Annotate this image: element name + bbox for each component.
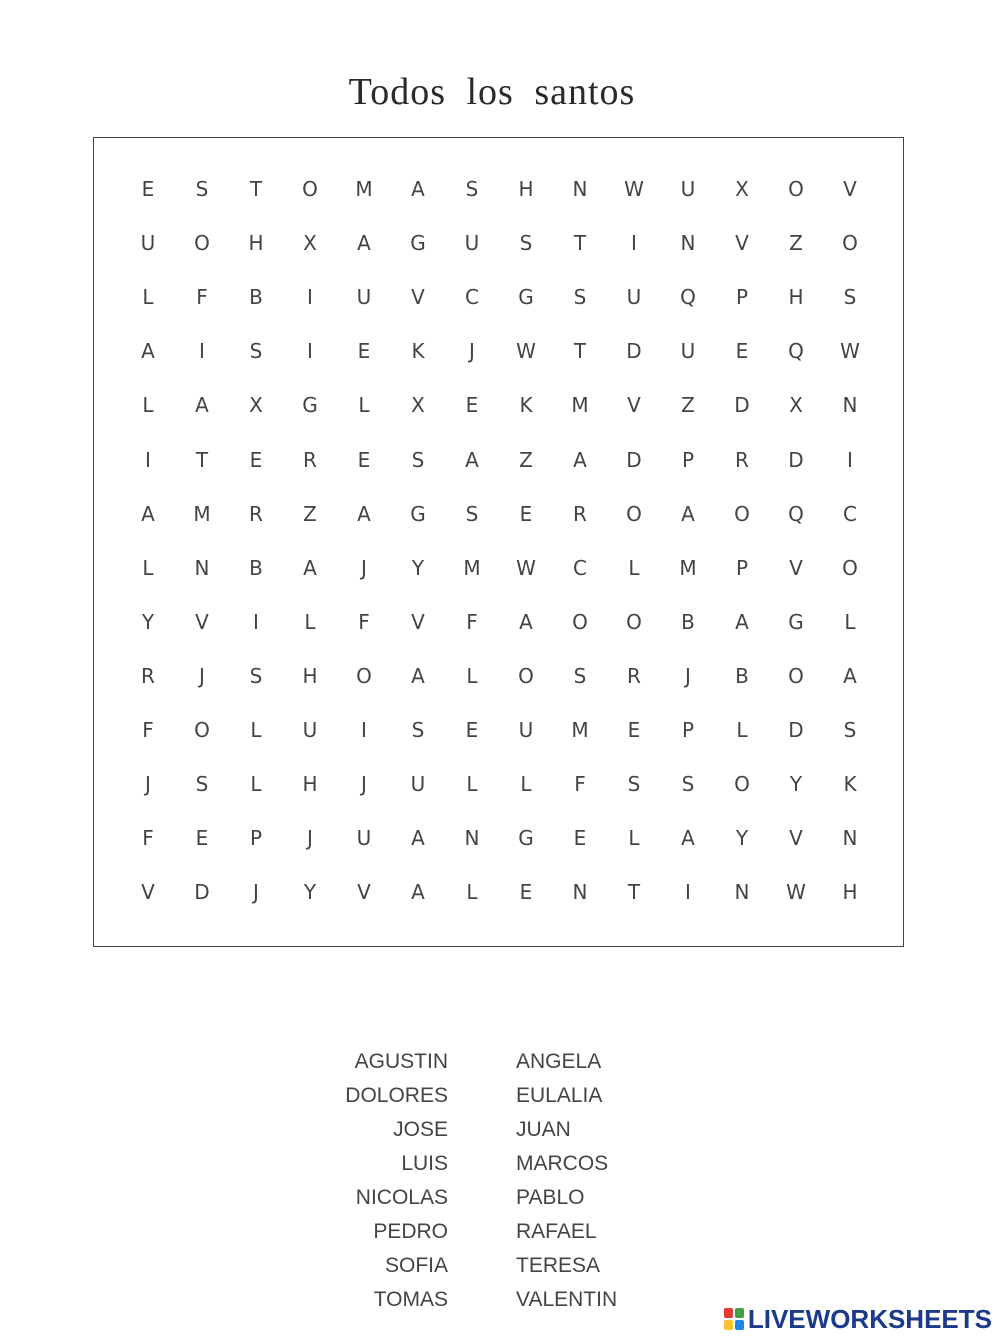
grid-letter[interactable]: Y <box>789 772 803 797</box>
grid-letter[interactable]: I <box>145 447 151 472</box>
grid-letter[interactable]: A <box>357 231 371 256</box>
grid-letter[interactable]: A <box>141 501 155 526</box>
grid-letter[interactable]: P <box>735 285 749 310</box>
grid-letter[interactable]: S <box>843 717 857 742</box>
grid-letter[interactable]: S <box>465 177 479 202</box>
grid-letter[interactable]: D <box>626 339 642 364</box>
grid-letter[interactable]: X <box>735 177 749 202</box>
grid-letter[interactable]: Q <box>788 339 804 364</box>
grid-letter[interactable]: X <box>411 393 425 418</box>
grid-letter[interactable]: A <box>141 339 155 364</box>
grid-letter[interactable]: U <box>680 177 696 202</box>
grid-letter[interactable]: E <box>465 393 479 418</box>
grid-letter[interactable]: W <box>786 880 806 905</box>
grid-letter[interactable]: F <box>142 717 154 742</box>
grid-letter[interactable]: E <box>627 717 641 742</box>
grid-letter[interactable]: T <box>573 231 587 256</box>
grid-letter[interactable]: Z <box>519 447 533 472</box>
word-list-item: LUIS <box>401 1152 448 1175</box>
grid-letter[interactable]: O <box>626 609 642 634</box>
grid-letter[interactable]: O <box>788 663 804 688</box>
grid-letter[interactable]: G <box>302 393 318 418</box>
grid-letter[interactable]: O <box>518 663 534 688</box>
grid-letter[interactable]: U <box>518 717 534 742</box>
grid-letter[interactable]: L <box>628 826 640 851</box>
grid-letter[interactable]: O <box>842 555 858 580</box>
grid-letter[interactable]: Z <box>681 393 695 418</box>
grid-letter[interactable]: E <box>735 339 749 364</box>
grid-letter[interactable]: J <box>307 826 313 851</box>
grid-letter[interactable]: W <box>516 339 536 364</box>
word-list-right <box>516 1045 716 1317</box>
grid-letter[interactable]: B <box>249 285 263 310</box>
grid-letter[interactable]: A <box>411 177 425 202</box>
grid-letter[interactable]: S <box>573 285 587 310</box>
grid-letter[interactable]: E <box>519 501 533 526</box>
grid-letter[interactable]: N <box>842 826 858 851</box>
grid-letter[interactable]: V <box>411 609 425 634</box>
grid-letter[interactable]: L <box>466 880 478 905</box>
grid-letter[interactable]: E <box>357 447 371 472</box>
grid-letter[interactable]: S <box>519 231 533 256</box>
grid-letter[interactable]: E <box>465 717 479 742</box>
logo-mark-icon <box>723 1307 745 1331</box>
grid-letter[interactable]: M <box>571 717 589 742</box>
word-list-item: JUAN <box>516 1118 571 1141</box>
grid-letter[interactable]: O <box>734 772 750 797</box>
liveworksheets-logo[interactable] <box>723 1302 992 1336</box>
grid-letter[interactable]: A <box>303 555 317 580</box>
grid-letter[interactable]: L <box>466 663 478 688</box>
grid-letter[interactable]: U <box>140 231 156 256</box>
grid-letter[interactable]: V <box>411 285 425 310</box>
grid-letter[interactable]: O <box>302 177 318 202</box>
grid-letter[interactable]: R <box>303 447 317 472</box>
grid-letter[interactable]: P <box>735 555 749 580</box>
grid-letter[interactable]: H <box>518 177 534 202</box>
grid-letter[interactable]: S <box>843 285 857 310</box>
grid-letter[interactable]: O <box>626 501 642 526</box>
grid-letter[interactable]: L <box>250 772 262 797</box>
grid-letter[interactable]: N <box>572 880 588 905</box>
grid-letter[interactable]: R <box>249 501 263 526</box>
word-list-item: AGUSTIN <box>354 1050 448 1073</box>
grid-letter[interactable]: E <box>249 447 263 472</box>
word-list-item: VALENTIN <box>516 1288 618 1311</box>
grid-letter[interactable]: S <box>249 663 263 688</box>
grid-letter[interactable]: V <box>789 555 803 580</box>
logo-square <box>735 1320 744 1330</box>
word-list-item: PABLO <box>516 1186 585 1209</box>
grid-letter[interactable]: V <box>357 880 371 905</box>
grid-letter[interactable]: L <box>250 717 262 742</box>
grid-letter[interactable]: O <box>842 231 858 256</box>
grid-letter[interactable]: L <box>142 555 154 580</box>
grid-letter[interactable]: N <box>464 826 480 851</box>
grid-letter[interactable]: N <box>194 555 210 580</box>
grid-letter[interactable]: A <box>681 826 695 851</box>
grid-letter[interactable]: A <box>411 663 425 688</box>
grid-letter[interactable]: L <box>142 285 154 310</box>
grid-letter[interactable]: A <box>465 447 479 472</box>
grid-letter[interactable]: D <box>194 880 210 905</box>
grid-letter[interactable]: P <box>681 447 695 472</box>
grid-letter[interactable]: E <box>573 826 587 851</box>
grid-letter[interactable]: R <box>735 447 749 472</box>
grid-letter[interactable]: S <box>681 772 695 797</box>
grid-letter[interactable]: R <box>627 663 641 688</box>
grid-letter[interactable]: W <box>624 177 644 202</box>
grid-letter[interactable]: M <box>571 393 589 418</box>
grid-letter[interactable]: L <box>358 393 370 418</box>
grid-letter[interactable]: D <box>788 717 804 742</box>
grid-letter[interactable]: D <box>734 393 750 418</box>
grid-letter[interactable]: L <box>628 555 640 580</box>
grid-letter[interactable]: A <box>411 880 425 905</box>
grid-letter[interactable]: G <box>518 285 534 310</box>
word-list-item: RAFAEL <box>516 1220 597 1243</box>
grid-letter[interactable]: O <box>788 177 804 202</box>
grid-letter[interactable]: B <box>249 555 263 580</box>
grid-letter[interactable]: E <box>519 880 533 905</box>
grid-letter[interactable]: F <box>574 772 586 797</box>
grid-letter[interactable]: U <box>356 826 372 851</box>
grid-letter[interactable]: Y <box>735 826 749 851</box>
grid-letter[interactable]: X <box>249 393 263 418</box>
grid-letter[interactable]: Z <box>789 231 803 256</box>
grid-letter[interactable]: L <box>520 772 532 797</box>
grid-letter[interactable]: H <box>302 772 318 797</box>
grid-letter[interactable]: U <box>626 285 642 310</box>
grid-letter[interactable]: A <box>843 663 857 688</box>
grid-letter[interactable]: H <box>248 231 264 256</box>
grid-letter[interactable]: I <box>685 880 691 905</box>
grid-letter[interactable]: E <box>357 339 371 364</box>
grid-letter[interactable]: F <box>466 609 478 634</box>
grid-letter[interactable]: M <box>193 501 211 526</box>
grid-letter[interactable]: C <box>843 501 857 526</box>
grid-letter[interactable]: O <box>734 501 750 526</box>
grid-letter[interactable]: T <box>195 447 209 472</box>
grid-letter[interactable]: I <box>199 339 205 364</box>
grid-letter[interactable]: O <box>356 663 372 688</box>
word-list-item: ANGELA <box>516 1050 602 1073</box>
grid-letter[interactable]: G <box>410 501 426 526</box>
grid-letter[interactable]: A <box>735 609 749 634</box>
grid-letter[interactable]: N <box>572 177 588 202</box>
grid-letter[interactable]: I <box>847 447 853 472</box>
grid-letter[interactable]: P <box>681 717 695 742</box>
grid-letter[interactable]: N <box>680 231 696 256</box>
grid-letter[interactable]: F <box>142 826 154 851</box>
grid-letter[interactable]: F <box>196 285 208 310</box>
grid-letter[interactable]: M <box>355 177 373 202</box>
grid-letter[interactable]: H <box>788 285 804 310</box>
grid-letter[interactable]: D <box>626 447 642 472</box>
word-list-item: SOFIA <box>384 1254 448 1277</box>
word-list-item: TERESA <box>516 1254 601 1277</box>
grid-letter[interactable]: I <box>631 231 637 256</box>
grid-letter[interactable]: S <box>573 663 587 688</box>
grid-letter[interactable]: G <box>518 826 534 851</box>
grid-letter[interactable]: D <box>788 447 804 472</box>
grid-letter[interactable]: Q <box>680 285 696 310</box>
grid-letter[interactable]: T <box>627 880 641 905</box>
grid-letter[interactable]: K <box>519 393 533 418</box>
grid-letter[interactable]: Y <box>411 555 425 580</box>
grid-letter[interactable]: J <box>199 663 205 688</box>
word-list-item: DOLORES <box>345 1084 448 1107</box>
grid-letter[interactable]: L <box>844 609 856 634</box>
grid-letter[interactable]: Q <box>788 501 804 526</box>
grid-letter[interactable]: S <box>195 177 209 202</box>
grid-letter[interactable]: G <box>410 231 426 256</box>
grid-letter[interactable]: L <box>304 609 316 634</box>
grid-letter[interactable]: I <box>361 717 367 742</box>
grid-letter[interactable]: Y <box>303 880 317 905</box>
grid-letter[interactable]: A <box>573 447 587 472</box>
grid-letter[interactable]: K <box>411 339 425 364</box>
grid-letter[interactable]: R <box>573 501 587 526</box>
grid-letter[interactable]: X <box>303 231 317 256</box>
word-list-item: TOMAS <box>373 1288 448 1311</box>
word-list-left <box>300 1045 448 1317</box>
grid-letter[interactable]: B <box>735 663 749 688</box>
grid-letter[interactable]: A <box>411 826 425 851</box>
grid-letter[interactable]: U <box>356 285 372 310</box>
grid-letter[interactable]: I <box>307 339 313 364</box>
grid-letter[interactable]: O <box>572 609 588 634</box>
grid-letter[interactable]: P <box>249 826 263 851</box>
grid-letter[interactable]: J <box>469 339 475 364</box>
grid-letter[interactable]: C <box>465 285 479 310</box>
grid-letter[interactable]: V <box>195 609 209 634</box>
grid-letter[interactable]: L <box>466 772 478 797</box>
grid-letter[interactable]: W <box>516 555 536 580</box>
grid-letter[interactable]: U <box>410 772 426 797</box>
grid-letter[interactable]: C <box>573 555 587 580</box>
grid-letter[interactable]: A <box>357 501 371 526</box>
grid-letter[interactable]: S <box>627 772 641 797</box>
grid-letter[interactable]: K <box>843 772 857 797</box>
grid-letter[interactable]: U <box>680 339 696 364</box>
logo-square <box>724 1308 733 1318</box>
grid-letter[interactable]: N <box>734 880 750 905</box>
grid-letter[interactable]: A <box>195 393 209 418</box>
logo-text: LIVEWORKSHEETS <box>747 1303 992 1334</box>
grid-letter[interactable]: J <box>253 880 259 905</box>
grid-letter[interactable]: A <box>681 501 695 526</box>
grid-letter[interactable]: E <box>195 826 209 851</box>
grid-letter[interactable]: T <box>573 339 587 364</box>
grid-letter[interactable]: R <box>141 663 155 688</box>
grid-letter[interactable]: I <box>253 609 259 634</box>
grid-letter[interactable]: S <box>195 772 209 797</box>
grid-letter[interactable]: S <box>465 501 479 526</box>
grid-letter[interactable]: N <box>842 393 858 418</box>
grid-letter[interactable]: H <box>302 663 318 688</box>
grid-letter[interactable]: U <box>464 231 480 256</box>
grid-letter[interactable]: J <box>145 772 151 797</box>
word-search-grid <box>121 162 877 919</box>
grid-letter[interactable]: S <box>411 447 425 472</box>
grid-letter[interactable]: F <box>358 609 370 634</box>
grid-letter[interactable]: I <box>307 285 313 310</box>
grid-letter[interactable]: B <box>681 609 695 634</box>
grid-letter[interactable]: T <box>249 177 263 202</box>
word-list-item: JOSE <box>393 1118 448 1141</box>
grid-letter[interactable]: V <box>843 177 857 202</box>
grid-letter[interactable]: J <box>361 555 367 580</box>
grid-letter[interactable]: V <box>627 393 641 418</box>
grid-letter[interactable]: E <box>141 177 155 202</box>
grid-letter[interactable]: O <box>194 231 210 256</box>
grid-letter[interactable]: V <box>141 880 155 905</box>
grid-letter[interactable]: J <box>361 772 367 797</box>
grid-letter[interactable]: V <box>789 826 803 851</box>
grid-letter[interactable]: Y <box>141 609 155 634</box>
grid-letter[interactable]: H <box>842 880 858 905</box>
grid-letter[interactable]: V <box>735 231 749 256</box>
grid-letter[interactable]: L <box>736 717 748 742</box>
grid-letter[interactable]: M <box>679 555 697 580</box>
grid-letter[interactable]: M <box>463 555 481 580</box>
grid-letter[interactable]: G <box>788 609 804 634</box>
logo-square <box>724 1320 733 1330</box>
page-title: Todos los santos <box>348 71 636 113</box>
word-list-item: NICOLAS <box>355 1186 448 1209</box>
grid-letter[interactable]: W <box>840 339 860 364</box>
logo-square <box>735 1308 744 1318</box>
word-list-item: MARCOS <box>516 1152 609 1175</box>
grid-letter[interactable]: A <box>519 609 533 634</box>
grid-letter[interactable]: X <box>789 393 803 418</box>
grid-letter[interactable]: L <box>142 393 154 418</box>
grid-letter[interactable]: U <box>302 717 318 742</box>
word-list-item: PEDRO <box>373 1220 448 1243</box>
grid-letter[interactable]: Z <box>303 501 317 526</box>
grid-letter[interactable]: J <box>685 663 691 688</box>
grid-letter[interactable]: O <box>194 717 210 742</box>
word-list-item: EULALIA <box>516 1084 603 1107</box>
grid-letter[interactable]: S <box>411 717 425 742</box>
grid-letter[interactable]: S <box>249 339 263 364</box>
